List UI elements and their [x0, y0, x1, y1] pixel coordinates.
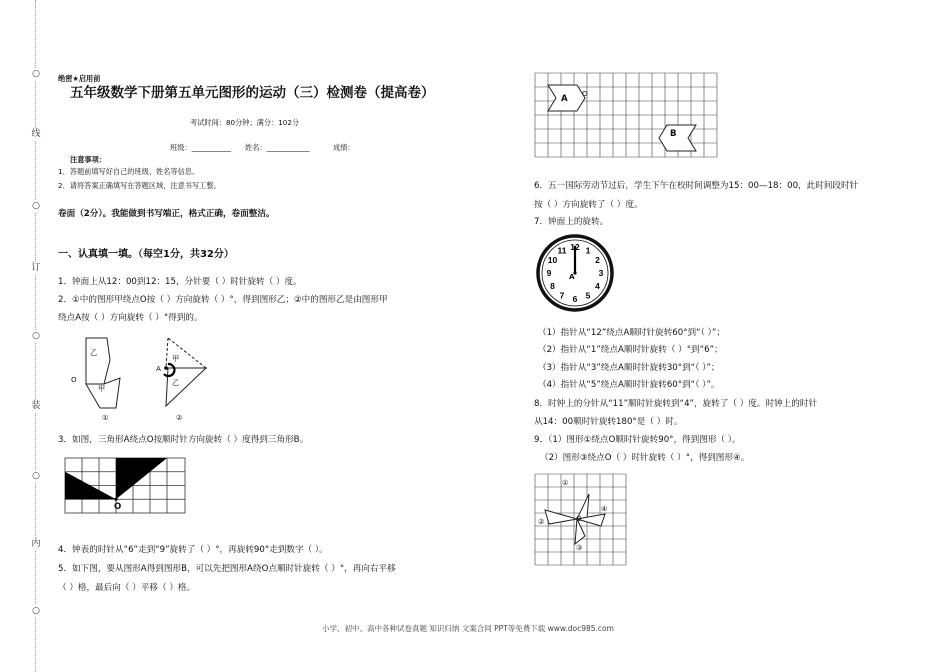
fig2-caption-1: ①: [102, 413, 109, 422]
question-3: 3．如图，三角形A绕点O按顺时针方向旋转（ ）度得到三角形B。: [58, 435, 309, 445]
notice-heading: 注意事项：: [70, 155, 106, 164]
clock-face: [531, 234, 619, 312]
question-8-line-2: 从14：00顺时针旋转180°是（ ）时。: [534, 417, 683, 427]
fig2-label-yi: 乙: [90, 348, 98, 357]
binding-char-nei: 内: [28, 538, 44, 550]
fig2-label-yi-2: 乙: [172, 378, 180, 387]
binding-circle: ○: [28, 68, 44, 80]
fig2-caption-2: ②: [176, 413, 183, 422]
fig3-label-o: O: [114, 502, 122, 512]
fig5-label-a: A: [561, 94, 568, 104]
fig9-label-o: O: [576, 514, 582, 523]
exam-info: 考试时间：80分钟；满分：102分: [190, 118, 300, 127]
binding-char-ding: 订: [28, 262, 44, 274]
question-4: 4．钟表的时针从“6”走到“9”旋转了（ ）°，再旋转90°走到数字（ ）。: [58, 545, 328, 555]
binding-margin: [24, 0, 48, 672]
question-8-line-1: 8．时钟上的分针从“11”顺时针旋转到“4”，旋转了（ ）度。时钟上的时针: [534, 399, 818, 409]
question-6-line-2: 按（ ）方向旋转了（ ）度。: [534, 200, 643, 210]
fig9-label-2: ②: [538, 517, 545, 526]
binding-circle: ○: [28, 330, 44, 342]
class-field: 班级：___________: [170, 143, 232, 152]
question-1: 1．钟面上从12：00到12：15，分针要（ ）时针旋转（ ）度。: [58, 277, 302, 287]
question-9-line-1: 9．（1）图形①绕点O顺时针旋转90°，得到图形（ ）。: [534, 435, 741, 445]
question-2-line-2: 绕点A按（ ）方向旋转（ ）°得到的。: [58, 313, 203, 323]
clock-number: 9: [546, 268, 552, 278]
q7-item-3: （3）指针从“3”绕点A顺时针旋转30°到“（ ）”；: [538, 363, 720, 373]
rotation-figure-q2: [60, 334, 220, 426]
clock-number: 8: [550, 281, 555, 291]
clock-number: 11: [557, 245, 567, 256]
binding-char-xian: 线: [28, 128, 44, 140]
clock-number: 10: [547, 255, 558, 265]
binding-circle: ○: [28, 200, 44, 212]
page-footer: 小学、初中、高中各种试卷真题 知识归纳 文案合同 PPT等免费下载 www.doc985.com: [322, 624, 614, 633]
q7-item-1: （1）指针从“12”绕点A顺时针旋转60°到“（ ）”；: [538, 328, 725, 338]
section-1-heading: 一、认真填一填。（每空1分，共32分）: [58, 249, 234, 260]
fig2-label-jia-2: 甲: [172, 354, 180, 363]
clock-number: 2: [595, 255, 600, 265]
fig5-label-o: O: [582, 89, 588, 98]
binding-circle: ○: [28, 470, 44, 482]
fig9-label-1: ①: [562, 478, 569, 487]
fig2-label-jia: 甲: [98, 384, 106, 393]
fig9-label-4: ④: [601, 504, 608, 513]
question-5-line-1: 5．如下图，要从图形A得到图形B，可以先把图形A绕O点顺时针旋转（ ）°，再向右平移: [58, 564, 396, 574]
fig5-label-b: B: [670, 129, 677, 139]
score-field: 成绩：: [333, 143, 355, 152]
secret-mark: 绝密★启用前: [58, 74, 101, 83]
name-field: 姓名：____________: [245, 143, 310, 152]
clock-number: 4: [595, 281, 600, 291]
binding-char-zhuang: 装: [28, 400, 44, 412]
clock-number: 12: [570, 242, 580, 252]
triangle-grid-q3: [65, 458, 187, 518]
question-2-line-1: 2．①中的图形甲绕点O按（ ）方向旋转（ ）°，得到图形乙；②中的图形乙是由图形甲: [58, 295, 388, 305]
q7-item-4: （4）指针从“5”绕点A顺时针旋转60°到“（ ）”。: [538, 380, 720, 390]
fig2-label-o: O: [71, 375, 77, 384]
question-9-line-2: （2）图形③绕点O（ ）时针旋转（ ）°，得到图形④。: [540, 453, 750, 463]
clock-number: 6: [572, 294, 578, 304]
translation-grid-q5: [535, 73, 721, 159]
notice-item-2: 2．请将答案正确填写在答题区域，注意书写工整。: [58, 181, 221, 190]
q7-item-2: （2）指针从“1”绕点A顺时针旋转（ ）°到“6”；: [538, 345, 723, 355]
clock-center-label: A: [569, 272, 575, 281]
question-7: 7．钟面上的旋转。: [534, 217, 609, 227]
clock-number: 5: [585, 290, 591, 301]
handwriting-score: 卷面（2分）。我能做到书写端正，格式正确，卷面整洁。: [58, 209, 275, 219]
clock-number: 7: [559, 290, 565, 301]
clock-number: 1: [585, 245, 591, 256]
question-5-line-2: （ ）格，最后向（ ）平移（ ）格。: [58, 583, 196, 593]
fig9-label-3: ③: [576, 543, 583, 552]
page-title: 五年级数学下册第五单元图形的运动（三）检测卷（提高卷）: [70, 85, 435, 101]
fig2-label-a: A: [156, 364, 161, 373]
clock-number: 3: [598, 268, 604, 278]
binding-circle: ○: [28, 605, 44, 617]
question-6-line-1: 6．五一国际劳动节过后，学生下午在校时间调整为15：00—18：00，此时间段时针: [534, 181, 859, 191]
notice-item-1: 1．答题前填写好自己的班级、姓名等信息。: [58, 167, 200, 176]
